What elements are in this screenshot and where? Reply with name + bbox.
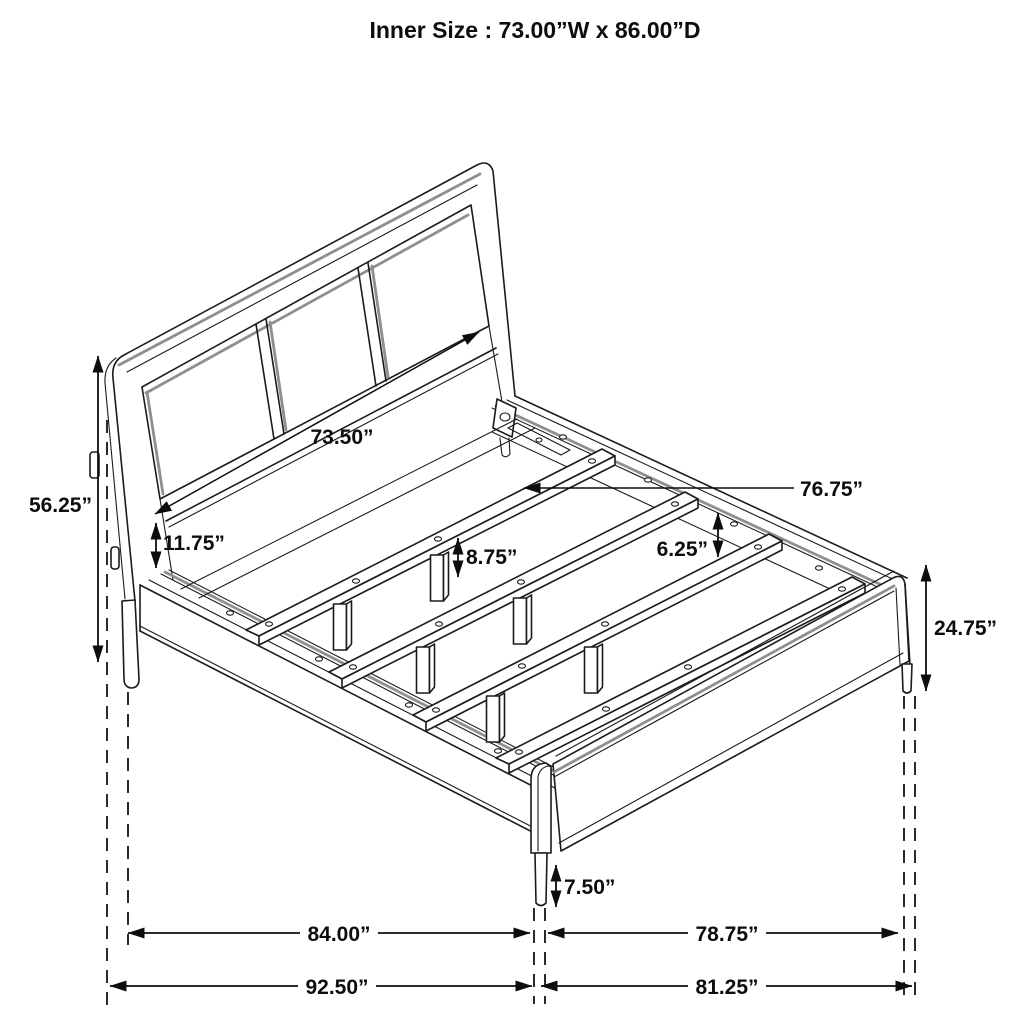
panel-opening: [142, 205, 489, 499]
dim-label-frame-length: 84.00”: [307, 923, 371, 946]
dim-label-headboard-inner-width: 73.50”: [310, 426, 374, 449]
panel-left-shading: [147, 266, 388, 494]
slat-leg: [514, 595, 532, 644]
dim-label-footboard-width: 78.75”: [695, 923, 759, 946]
slat-leg: [417, 644, 435, 693]
headboard-front-tab: [111, 547, 119, 569]
slat-leg: [487, 693, 505, 742]
dim-label-slat-gap: 6.25”: [656, 538, 708, 561]
bracket-hole: [500, 413, 510, 421]
dim-footboard-leg-height: [556, 865, 615, 907]
dim-footboard-width: [548, 919, 898, 946]
dim-headboard-inner-width: [155, 332, 479, 514]
dim-label-overall-width: 81.25”: [695, 976, 759, 999]
slat: [329, 492, 698, 688]
panel-top-shading: [146, 215, 468, 393]
dim-label-headboard-height: 56.25”: [28, 494, 92, 517]
footboard-right-leg: [902, 664, 912, 693]
dim-label-slat-length: 76.75”: [800, 478, 864, 501]
cleat-hole: [536, 438, 542, 442]
dim-label-footboard-leg-height: 7.50”: [564, 876, 616, 899]
footboard-front-leg: [535, 853, 547, 906]
top-rail-shading: [119, 174, 480, 365]
dim-headboard-height: [29, 356, 98, 662]
dim-label-slat-leg-height: 8.75”: [466, 546, 518, 569]
dim-rail-drop: [156, 523, 225, 568]
slat: [246, 449, 615, 645]
dim-label-rail-drop: 11.75”: [163, 532, 225, 555]
footboard: [531, 571, 912, 906]
left-side-rail: [140, 419, 575, 839]
footboard-front-post: [531, 763, 551, 853]
dim-label-footboard-height: 24.75”: [934, 617, 998, 640]
page-title: Inner Size : 73.00”W x 86.00”D: [369, 17, 701, 43]
dim-overall-width: [541, 972, 912, 999]
dim-label-overall-depth: 92.50”: [305, 976, 369, 999]
rail-front-line: [140, 626, 546, 834]
dashed-reference-line: [534, 908, 545, 1004]
slat-leg: [585, 644, 603, 693]
headboard-left-leg: [122, 600, 139, 688]
dim-frame-length: [128, 919, 530, 946]
slat-leg: [431, 552, 449, 601]
dashed-reference-line: [904, 696, 915, 1004]
dim-footboard-height: [926, 565, 997, 691]
top-rail-chamfer: [127, 185, 477, 372]
slat-leg: [334, 601, 352, 650]
dim-slat-leg-height: [458, 538, 517, 577]
dim-overall-depth: [110, 972, 532, 999]
